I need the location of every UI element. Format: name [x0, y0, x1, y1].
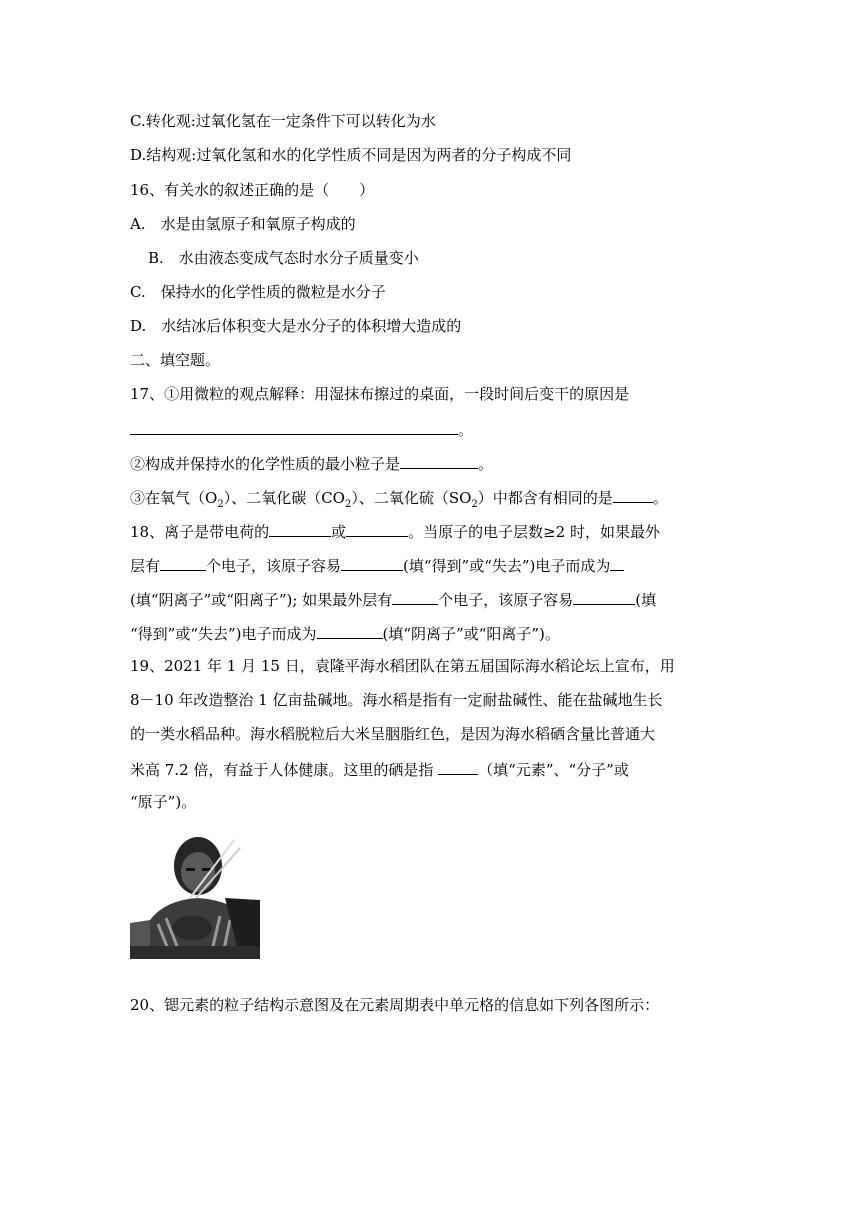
question-17-part-1: 17、①用微粒的观点解释：用湿抹布擦过的桌面，一段时间后变干的原因是 [130, 385, 630, 403]
question-19-line-2: 8－10 年改造整治 1 亿亩盐碱地。海水稻是指有一定耐盐碱性、能在盐碱地生长 [130, 691, 663, 709]
question-16-option-d: D. 水结冰后体积变大是水分子的体积增大造成的 [130, 317, 462, 335]
question-20: 20、锶元素的粒子结构示意图及在元素周期表中单元格的信息如下列各图所示： [130, 996, 660, 1014]
option-d-line: D.结构观:过氧化氢和水的化学性质不同是因为两者的分子构成不同 [130, 146, 572, 164]
answer-blank [160, 554, 206, 571]
answer-blank [317, 622, 383, 639]
answer-blank [346, 520, 408, 537]
question-17-part-3: ③在氧气$(O_2)$、二氧化碳$(CO_2)$、二氧化硫$(SO_2)$中都含有相同的是 。 [130, 486, 730, 506]
person-photo-icon [130, 828, 260, 959]
answer-blank [613, 486, 653, 503]
question-19-line-1: 19、2021 年 1 月 15 日，袁隆平海水稻团队在第五届国际海水稻论坛上宣布，用 [130, 657, 675, 675]
answer-blank [392, 588, 438, 605]
answer-blank [269, 520, 331, 537]
answer-blank [130, 418, 458, 435]
question-18-line-2: 层有 个电子，该原子容易 (填“得到”或“失去”)电子而成为 [130, 554, 730, 574]
answer-blank [400, 452, 478, 469]
question-18-line-4: “得到”或“失去”)电子而成为 (填“阴离子”或“阳离子”)。 [130, 622, 730, 642]
option-c-line: C.转化观:过氧化氢在一定条件下可以转化为水 [130, 112, 436, 130]
question-16: 16、有关水的叙述正确的是（ ） [130, 181, 375, 199]
answer-blank [438, 758, 478, 775]
question-19-line-5: “原子”)。 [130, 793, 197, 811]
section-fill-in-heading: 二、填空题。 [130, 351, 221, 369]
question-19-line-3: 的一类水稻品种。海水稻脱粒后大米呈胭脂红色，是因为海水稻硒含量比普通大 [130, 725, 656, 743]
question-16-option-b: B. 水由液态变成气态时水分子质量变小 [148, 249, 419, 267]
question-19-line-4: 米高 7.2 倍，有益于人体健康。这里的硒是指 （填“元素”、“分子”或 [130, 758, 730, 778]
question-17-part-1-answer-line: 。 [130, 418, 730, 438]
answer-blank [610, 554, 624, 571]
question-16-option-a: A. 水是由氢原子和氧原子构成的 [130, 215, 356, 233]
photo-of-scientist [130, 828, 260, 959]
question-17-part-2: ②构成并保持水的化学性质的最小粒子是 。 [130, 452, 730, 472]
answer-blank [341, 554, 403, 571]
question-18-line-3: (填“阴离子”或“阳离子”); 如果最外层有 个电子，该原子容易 (填 [130, 588, 730, 608]
answer-blank [573, 588, 635, 605]
question-16-option-c: C. 保持水的化学性质的微粒是水分子 [130, 283, 386, 301]
question-18-line-1: 18、离子是带电荷的 或 。当原子的电子层数≥2 时，如果最外 [130, 520, 730, 540]
